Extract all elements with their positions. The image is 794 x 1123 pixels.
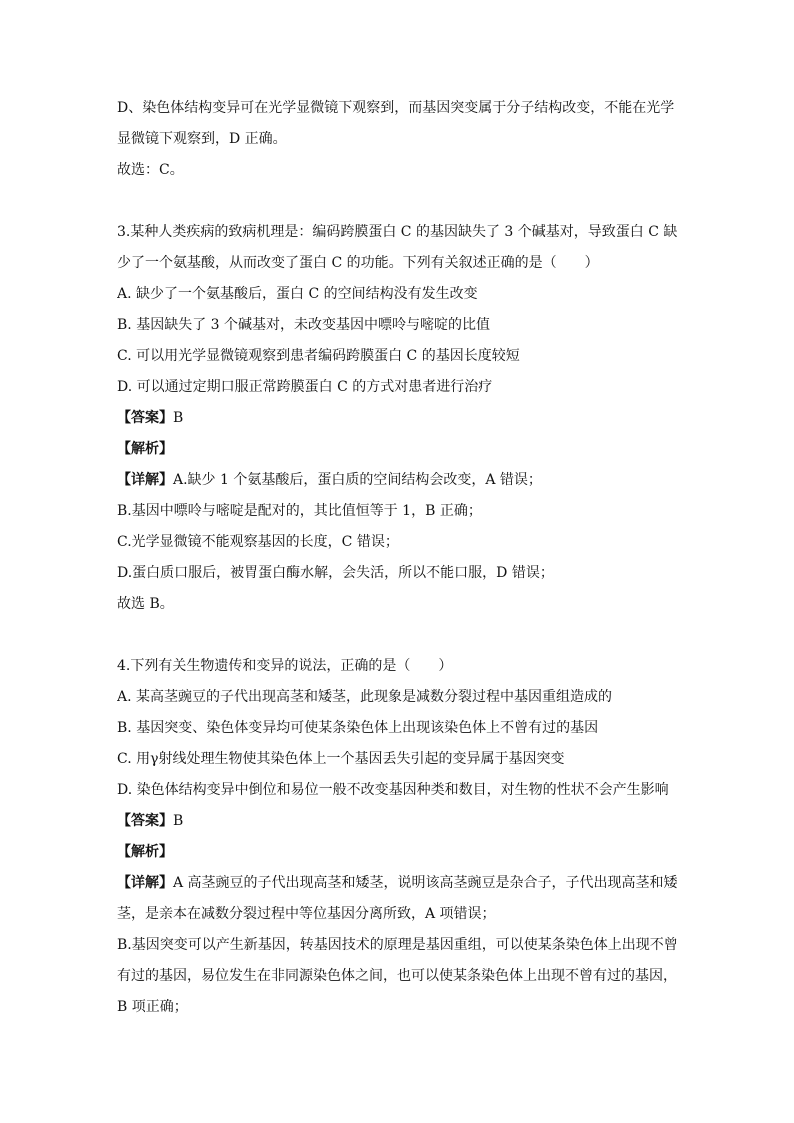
prev-conclusion: 故选：C。	[117, 162, 184, 178]
q3-analysis-label: 【解析】	[117, 441, 173, 457]
prev-option-d-line2: 显微镜下观察到，D 正确。	[117, 131, 287, 147]
q4-detail-label: 【详解】	[117, 875, 173, 891]
q4-detail-b-line1: B.基因突变可以产生新基因，转基因技术的原理是基因重组，可以使某条染色体上出现不曾	[117, 937, 678, 953]
spacer	[117, 625, 681, 656]
q4-option-a: A. 某高茎豌豆的子代出现高茎和矮茎，此现象是减数分裂过程中基因重组造成的	[117, 689, 613, 705]
q3-option-d: D. 可以通过定期口服正常跨膜蛋白 C 的方式对患者进行治疗	[117, 379, 493, 395]
q3-stem-line2: 少了一个氨基酸，从而改变了蛋白 C 的功能。下列有关叙述正确的是（ ）	[117, 255, 599, 271]
spacer	[117, 191, 681, 222]
q4-detail-b-line3: B 项正确；	[117, 999, 188, 1015]
q3-option-b: B. 基因缺失了 3 个碱基对，未改变基因中嘌呤与嘧啶的比值	[117, 317, 490, 333]
q3-stem-line1: 3.某种人类疾病的致病机理是：编码跨膜蛋白 C 的基因缺失了 3 个碱基对，导致蛋白 C 缺	[117, 224, 678, 240]
q3-detail-a-text: A.缺少 1 个氨基酸后，蛋白质的空间结构会改变，A 错误；	[173, 472, 542, 488]
q3-answer-label: 【答案】	[117, 410, 173, 426]
q3-detail-d: D.蛋白质口服后，被胃蛋白酶水解，会失活，所以不能口服，D 错误；	[117, 565, 554, 581]
q4-detail-a-line1	[117, 873, 681, 904]
q4-detail-b-line2: 有过的基因，易位发生在非同源染色体之间，也可以使某条染色体上出现不曾有过的基因，	[117, 968, 677, 984]
q4-answer-value: B	[173, 813, 184, 829]
q4-analysis-label: 【解析】	[117, 844, 173, 860]
q4-option-c: C. 用γ射线处理生物使其染色体上一个基因丢失引起的变异属于基因突变	[117, 751, 565, 767]
q4-detail-a-line2: 茎，是亲本在减数分裂过程中等位基因分离所致，A 项错误；	[117, 906, 496, 922]
prev-option-d-line1: D、染色体结构变异可在光学显微镜下观察到，而基因突变属于分子结构改变，不能在光学	[117, 100, 675, 116]
q4-detail-a-text: A 高茎豌豆的子代出现高茎和矮茎，说明该高茎豌豆是杂合子，子代出现高茎和矮	[173, 875, 678, 891]
q3-detail-c: C.光学显微镜不能观察基因的长度，C 错误；	[117, 534, 399, 550]
q4-answer	[117, 811, 681, 842]
q3-detail-a	[117, 470, 681, 501]
q3-answer-value: B	[173, 410, 184, 426]
q3-answer	[117, 408, 681, 439]
q3-option-a: A. 缺少了一个氨基酸后，蛋白 C 的空间结构没有发生改变	[117, 286, 478, 302]
document-page	[117, 98, 681, 1028]
q4-option-b: B. 基因突变、染色体变异均可使某条染色体上出现该染色体上不曾有过的基因	[117, 720, 599, 736]
q4-answer-label: 【答案】	[117, 813, 173, 829]
q3-option-c: C. 可以用光学显微镜观察到患者编码跨膜蛋白 C 的基因长度较短	[117, 348, 520, 364]
q3-detail-label: 【详解】	[117, 472, 173, 488]
q4-option-d: D. 染色体结构变异中倒位和易位一般不改变基因种类和数目，对生物的性状不会产生影响	[117, 782, 669, 798]
q4-stem: 4.下列有关生物遗传和变异的说法，正确的是（ ）	[117, 658, 453, 674]
q3-conclusion: 故选 B。	[117, 596, 174, 612]
q3-detail-b: B.基因中嘌呤与嘧啶是配对的，其比值恒等于 1，B 正确；	[117, 503, 482, 519]
